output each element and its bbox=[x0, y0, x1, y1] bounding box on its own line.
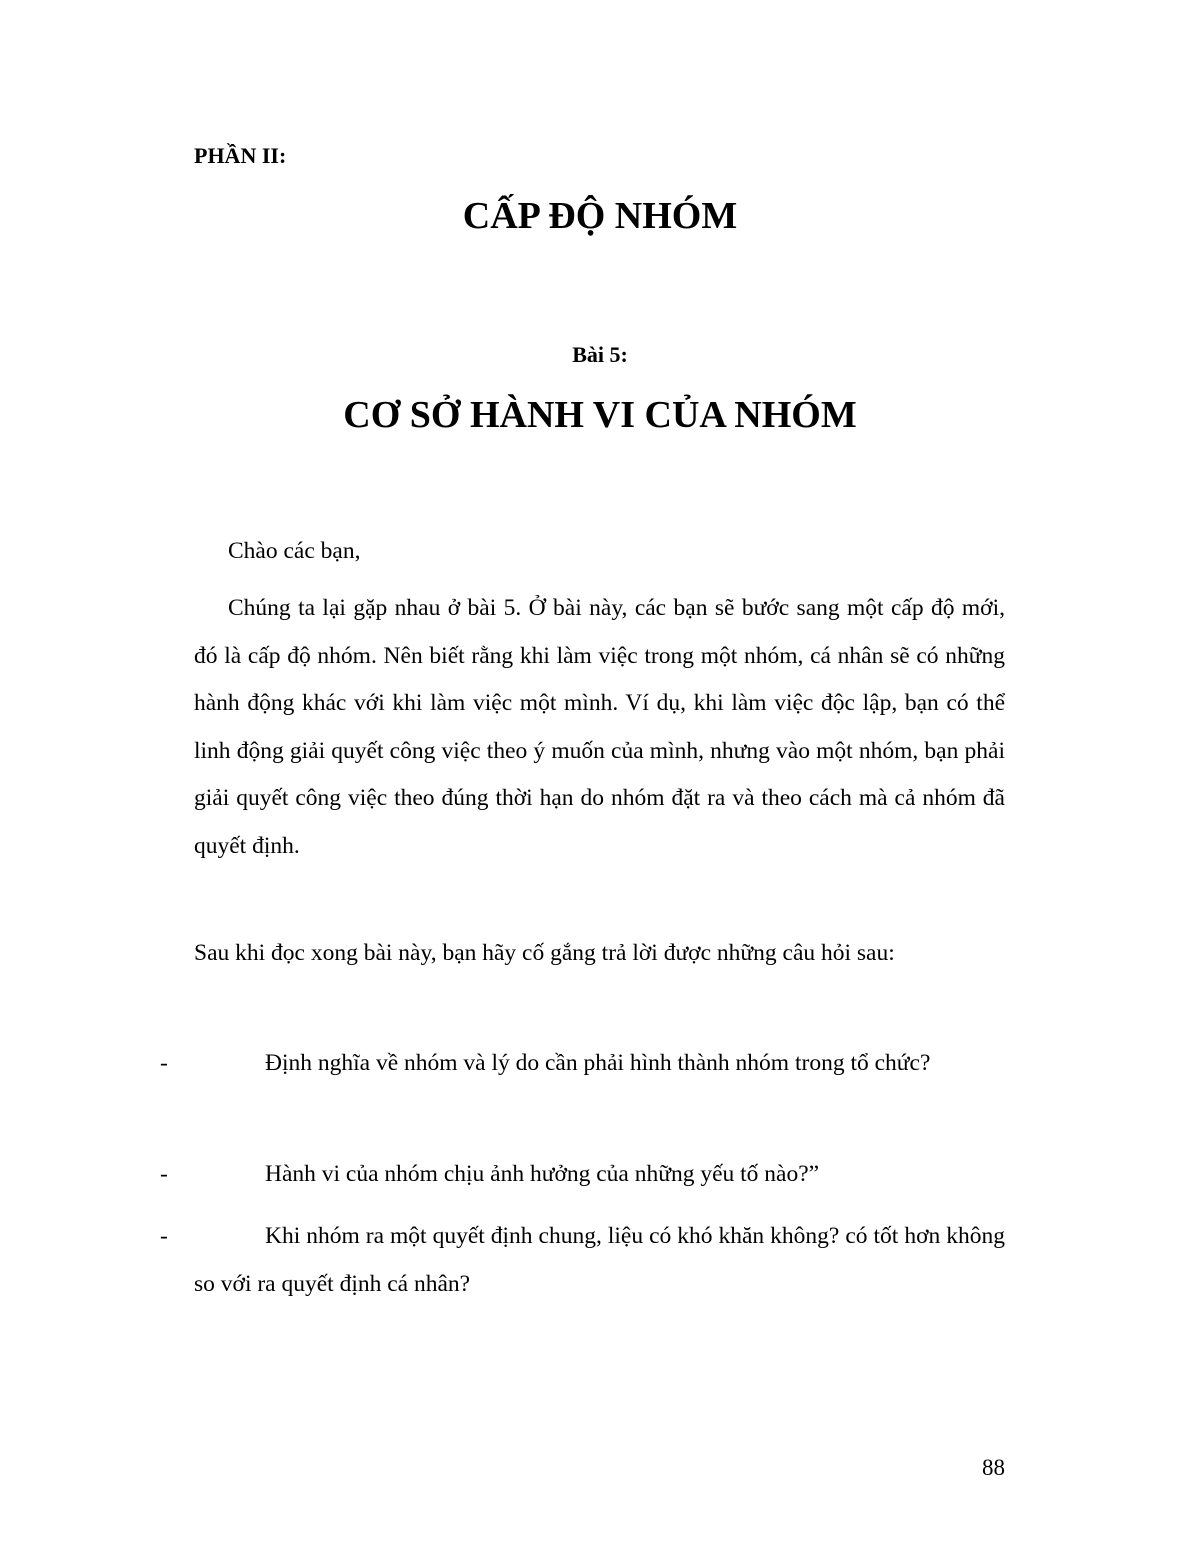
bullet-dash: - bbox=[160, 1050, 168, 1076]
lesson-label: Bài 5: bbox=[572, 342, 628, 367]
part-label: PHẦN II: bbox=[194, 143, 287, 168]
question-text: Định nghĩa về nhóm và lý do cần phải hình thành nhóm trong tổ chức? bbox=[265, 1050, 931, 1076]
question-text: Khi nhóm ra một quyết định chung, liệu có khó khăn không? có tốt hơn không so với ra quyết định cá nhân? bbox=[194, 1223, 1005, 1297]
question-text: Hành vi của nhóm chịu ảnh hưởng của những yếu tố nào?” bbox=[265, 1161, 820, 1187]
intro-paragraph: Chúng ta lại gặp nhau ở bài 5. Ở bài này, các bạn sẽ bước sang một cấp độ mới, đó là cấp độ nhóm. Nên biết rằng khi làm việc trong một nhóm, cá nhân sẽ có những hành động khác với khi làm việc một mình. Ví dụ, khi làm việc độc lập, bạn có thể linh động giải quyết công việc theo ý muốn của mình, nhưng vào một nhóm, bạn phải giải quyết công việc theo đúng thời hạn do nhóm đặt ra và theo cách mà cả nhóm đã quyết định. bbox=[194, 595, 1005, 859]
bullet-dash: - bbox=[160, 1223, 168, 1249]
page-number: 88 bbox=[982, 1455, 1005, 1480]
lesson-title: CƠ SỞ HÀNH VI CỦA NHÓM bbox=[343, 394, 857, 436]
part-title: CẤP ĐỘ NHÓM bbox=[462, 195, 738, 237]
greeting-paragraph: Chào các bạn, bbox=[228, 538, 361, 564]
bullet-dash: - bbox=[160, 1161, 168, 1187]
questions-lead-paragraph: Sau khi đọc xong bài này, bạn hãy cố gắng trả lời được những câu hỏi sau: bbox=[194, 940, 895, 966]
